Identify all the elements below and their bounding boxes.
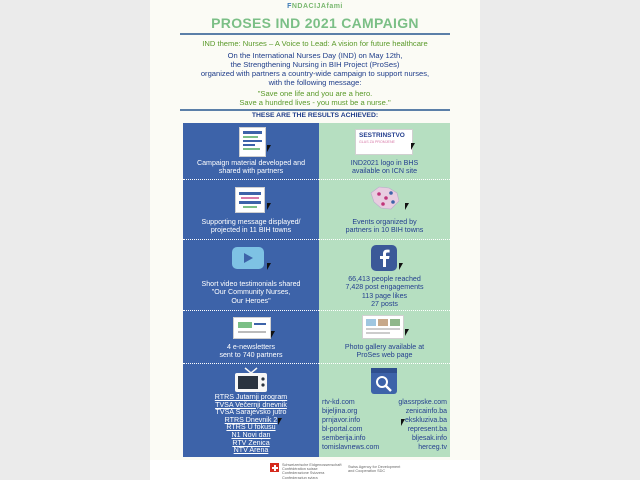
web-link[interactable]: ekskluziva.ba (404, 417, 447, 424)
result-social-media (319, 275, 450, 309)
video-play-icon (232, 247, 264, 269)
results-divider (180, 109, 450, 111)
result-newsletters (183, 343, 319, 360)
tv-link[interactable]: TVSA Sarajevsko jutro (215, 408, 287, 417)
web-link[interactable]: represent.ba (407, 426, 447, 433)
right-results-column (319, 123, 450, 457)
supporting-message-thumbnail (235, 187, 265, 213)
logo-letter: F (287, 3, 292, 10)
campaign-message (150, 89, 480, 107)
row-divider (319, 239, 450, 240)
result-ind-logo (319, 159, 450, 176)
footer-line: and Cooperation SDC (348, 469, 386, 474)
web-link[interactable]: zenicainfo.ba (405, 408, 447, 415)
campaign-material-thumbnail (239, 127, 266, 157)
web-link[interactable]: semberija.info (322, 435, 366, 442)
result-line: Campaign material developed and (196, 159, 306, 167)
tv-coverage-list (183, 394, 319, 455)
result-line: shared with partners (218, 167, 284, 176)
result-line: partners in 10 BIH towns (345, 226, 424, 235)
tv-link[interactable]: RTV Zenica (232, 438, 270, 447)
web-link[interactable]: herceg.tv (418, 444, 447, 451)
result-line: "Our Community Nurses, (211, 288, 291, 297)
row-divider (183, 310, 319, 311)
tv-link[interactable]: RTRS Dnevnik 2 (224, 415, 278, 424)
logo-text: NDACIJAfami (291, 3, 343, 10)
pointer-icon (267, 203, 271, 210)
intro-line: the Strengthening Nursing in BIH Project (ProSes) (230, 60, 400, 69)
row-divider (183, 239, 319, 240)
result-line: projected in 11 BIH towns (210, 226, 292, 235)
result-line: 27 posts (371, 300, 398, 309)
result-line: Photo gallery available at (344, 343, 425, 351)
result-line: Events organized by (352, 218, 417, 226)
poster-icon (236, 188, 264, 212)
poster-icon (240, 128, 265, 156)
pointer-icon (278, 418, 282, 425)
row-divider (319, 363, 450, 364)
result-supporting-message (183, 218, 319, 235)
result-line: Our Heroes" (231, 296, 271, 305)
result-campaign-material (183, 159, 319, 176)
footer-line: Confédération suisse (282, 467, 318, 472)
result-line: Short video testimonials shared (201, 280, 301, 288)
pointer-icon (405, 329, 409, 336)
footer-line: Schweizerische Eidgenossenschaft (282, 463, 342, 467)
intro-line: On the International Nurses Day (IND) on May 12th, (227, 51, 403, 60)
web-link[interactable]: bljesak.info (411, 435, 447, 442)
web-link[interactable]: rtv-kd.com (322, 399, 355, 406)
web-link[interactable]: tomislavnews.com (322, 444, 380, 451)
ind-logo-thumbnail (355, 129, 413, 155)
quote-line: "Save one life and you are a hero. (257, 89, 373, 98)
footer-line: Confederaziun svizra (282, 475, 318, 480)
tv-link[interactable]: TVSA Večernji dnevnik (215, 400, 287, 409)
result-line: available on ICN site (351, 167, 418, 176)
intro-line: with the following message: (268, 78, 362, 87)
web-coverage-list-right (398, 398, 447, 452)
web-coverage-list-left (322, 398, 379, 452)
bih-map-icon (369, 185, 401, 211)
campaign-infographic (150, 0, 480, 480)
ind-logo-title: SESTRINSTVO (359, 132, 405, 139)
left-results-column (183, 123, 319, 457)
result-line: 113 page likes (361, 291, 408, 300)
pointer-icon (399, 263, 403, 270)
row-divider (319, 179, 450, 180)
web-link[interactable]: prnjavor.info (322, 417, 361, 424)
result-photo-gallery (319, 343, 450, 360)
web-link[interactable]: bijeljina.org (322, 408, 358, 415)
row-divider (183, 179, 319, 180)
footer-line: Confederazione Svizzera (282, 471, 325, 476)
sdc-text (348, 465, 400, 473)
newsletter-thumbnail (233, 317, 271, 339)
pointer-icon (267, 145, 271, 152)
tv-link[interactable]: RTRS U fokusu (226, 423, 276, 432)
pointer-icon (271, 331, 275, 338)
result-line: 4 e-newsletters (226, 343, 276, 351)
result-line: ProSes web page (356, 351, 413, 360)
intro-text (150, 51, 480, 87)
pointer-icon (401, 419, 405, 426)
result-line: Supporting message displayed/ (201, 218, 301, 226)
foundation-logo (150, 3, 480, 10)
pointer-icon (405, 203, 409, 210)
swiss-confederation-text (282, 463, 342, 480)
title-divider (180, 33, 450, 35)
footer (150, 460, 480, 480)
result-line: 7,428 post engagements (345, 283, 424, 292)
theme-text: IND theme: Nurses – A Voice to Lead: A vision for future healthcare (202, 39, 428, 48)
tv-link[interactable]: RTRS Jutarnji program (214, 393, 288, 401)
results-heading: THESE ARE THE RESULTS ACHIEVED: (251, 112, 379, 119)
web-link[interactable]: glassrpske.com (398, 399, 447, 406)
pointer-icon (267, 263, 271, 270)
pointer-icon (411, 143, 415, 150)
tv-link[interactable]: NTV Arena (233, 446, 269, 455)
result-events (319, 218, 450, 235)
result-line: 66,413 people reached (348, 275, 421, 283)
newsletter-icon (234, 318, 270, 338)
quote-line: Save a hundred lives - you must be a nurse." (239, 98, 391, 107)
tv-icon (233, 367, 269, 393)
photo-gallery-thumbnail (362, 315, 404, 339)
row-divider (183, 363, 319, 364)
facebook-icon (371, 245, 397, 271)
result-line: sent to 740 partners (219, 351, 283, 360)
intro-line: organized with partners a country-wide campaign to support nurses, (200, 69, 430, 78)
result-line: IND2021 logo in BHS (350, 159, 419, 167)
row-divider (319, 310, 450, 311)
footer-line: Swiss Agency for Development (348, 465, 401, 469)
result-video-testimonials (183, 280, 319, 305)
page-title: PROSES IND 2021 CAMPAIGN (211, 15, 419, 31)
search-icon (371, 368, 397, 394)
web-link[interactable]: bl-portal.com (322, 426, 363, 433)
tv-link[interactable]: N1 Novi dan (231, 430, 271, 439)
ind-logo-subtitle: GLAS ZA PROMJENE (359, 140, 395, 144)
swiss-flag-icon (270, 463, 279, 472)
gallery-icon (363, 316, 403, 338)
